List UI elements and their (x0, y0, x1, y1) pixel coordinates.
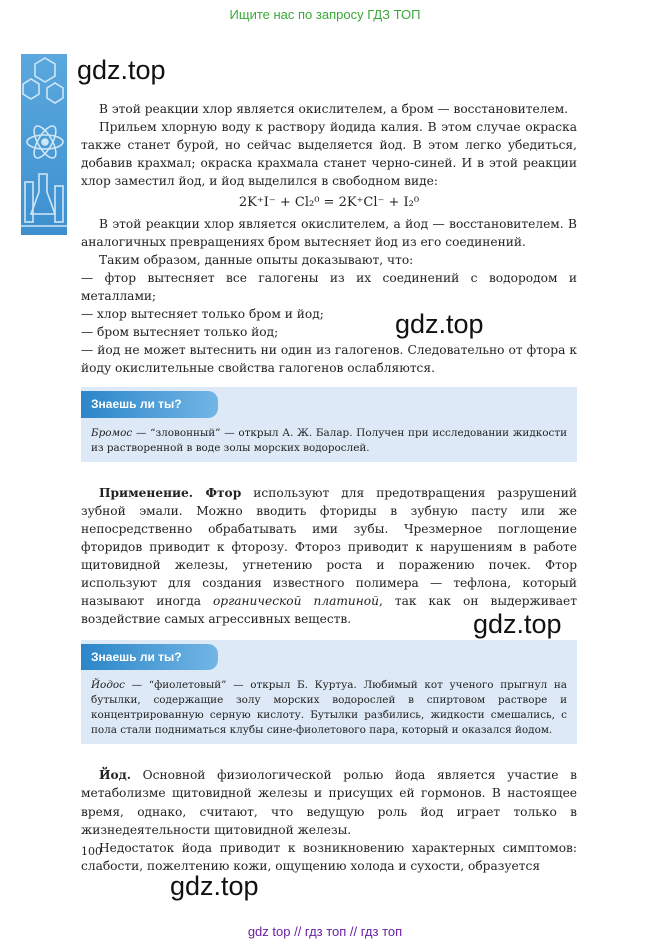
page-content (81, 100, 577, 875)
paragraph: Прильем хлорную воду к раствору йодида калия. В этом случае окраска также станет бурой, но сейчас выделяется йод. В этом легко убедиться, добавив крахмал; окраска крахмала станет черно-синей. И в этой реакции хлор заместил йод, и йод выделился в свободном виде: (81, 120, 577, 189)
paragraph: В этой реакции хлор является окислителем, а бром — восстановителем. (99, 102, 569, 116)
italic-term: органической платиной (212, 594, 379, 609)
paragraph-iodine (81, 766, 577, 838)
paragraph-text: используют для предотвращения разрушений зубной эмали. Можно вводить фториды в зубную пасту или же непосредственно обрабатывать ими зубы. Чрезмерное поглощение фторидов приводит к фторозу. Фтороз приводит к нарушениям в работе щитовидной железы, угнетению роста и поражению почек. Фтор используют для создания известного полимера — тефлона, который называют иногда (81, 485, 577, 609)
reaction-equation: 2K⁺I⁻ + Cl₂⁰ = 2K⁺Cl⁻ + I₂⁰ (238, 195, 420, 211)
footer-links[interactable]: gdz top // гдз топ // гдз топ (247, 924, 403, 939)
box-text-body: — “зловонный” — открыл А. Ж. Балар. Получен при исследовании жидкости из растворенной в воде золы морских водорослей. (91, 426, 567, 454)
paragraph-application (81, 484, 577, 629)
box-heading: Знаешь ли ты? (81, 391, 218, 417)
paragraph: Таким образом, данные опыты доказывают, что: (99, 252, 414, 267)
did-you-know-box (81, 387, 577, 461)
list-item: — хлор вытесняет только бром и йод; (81, 307, 324, 322)
term: Йодос (91, 679, 125, 692)
hexagon-icon (35, 58, 55, 82)
paragraph: В этой реакции хлор является окислителем, а йод — восстановителем. В аналогичных превращениях бром вытесняет йод из его соединений. (81, 216, 577, 249)
term: Бромос (91, 426, 133, 439)
top-banner[interactable]: Ищите нас по запросу ГДЗ ТОП (229, 7, 421, 22)
watermark: gdz.top (77, 55, 166, 85)
section-lead: Применение. Фтор (99, 485, 242, 500)
list-item: — фтор вытесняет все галогены из их соединений с водородом и металлами; (81, 270, 577, 303)
test-tube-icon (25, 182, 33, 222)
watermark: gdz.top (395, 309, 484, 339)
watermark: gdz.top (473, 609, 562, 639)
page-number: 100 (81, 845, 102, 858)
section-lead: Йод. (99, 768, 132, 783)
list-item: — бром вытесняет только йод; (81, 325, 279, 340)
paragraph-text: Основной физиологической ролью йода является участие в метаболизме щитовидной железы и присущих ей гормонов. В настоящее время, однако, считают, что ведущую роль йод играет только в жизнедеятельности щитовидной железы. (81, 768, 577, 837)
box-text-body: — “фиолетовый” — открыл Б. Куртуа. Любимый кот ученого прыгнул на бутылки, содержащие золу морских водорослей в спиртовом растворе и концентрированную серную кислоту. Бутылки разбились, жидкости смешались, с пола стали подниматься клубы сине-фиолетового пара, который и оказался йодом. (91, 679, 567, 737)
paragraph: Недостаток йода приводит к возникновению характерных симптомов: слабости, пожелтению кожи, ощущению холода и сухости, образуется (81, 840, 577, 873)
chemistry-decor-strip (21, 54, 67, 235)
box-text (81, 670, 577, 738)
did-you-know-box (81, 640, 577, 744)
box-text (81, 418, 577, 456)
chemistry-icons (21, 54, 67, 235)
paragraph-text: , так как он выдерживает воздействие самых агрессивных веществ. (81, 594, 577, 627)
flask-icon (31, 174, 55, 214)
box-heading: Знаешь ли ты? (81, 644, 218, 670)
list-item: — йод не может вытеснить ни один из галогенов. Следовательно от фтора к йоду окислительные свойства галогенов ослабляются. (81, 343, 577, 376)
watermark: gdz.top (170, 871, 259, 901)
